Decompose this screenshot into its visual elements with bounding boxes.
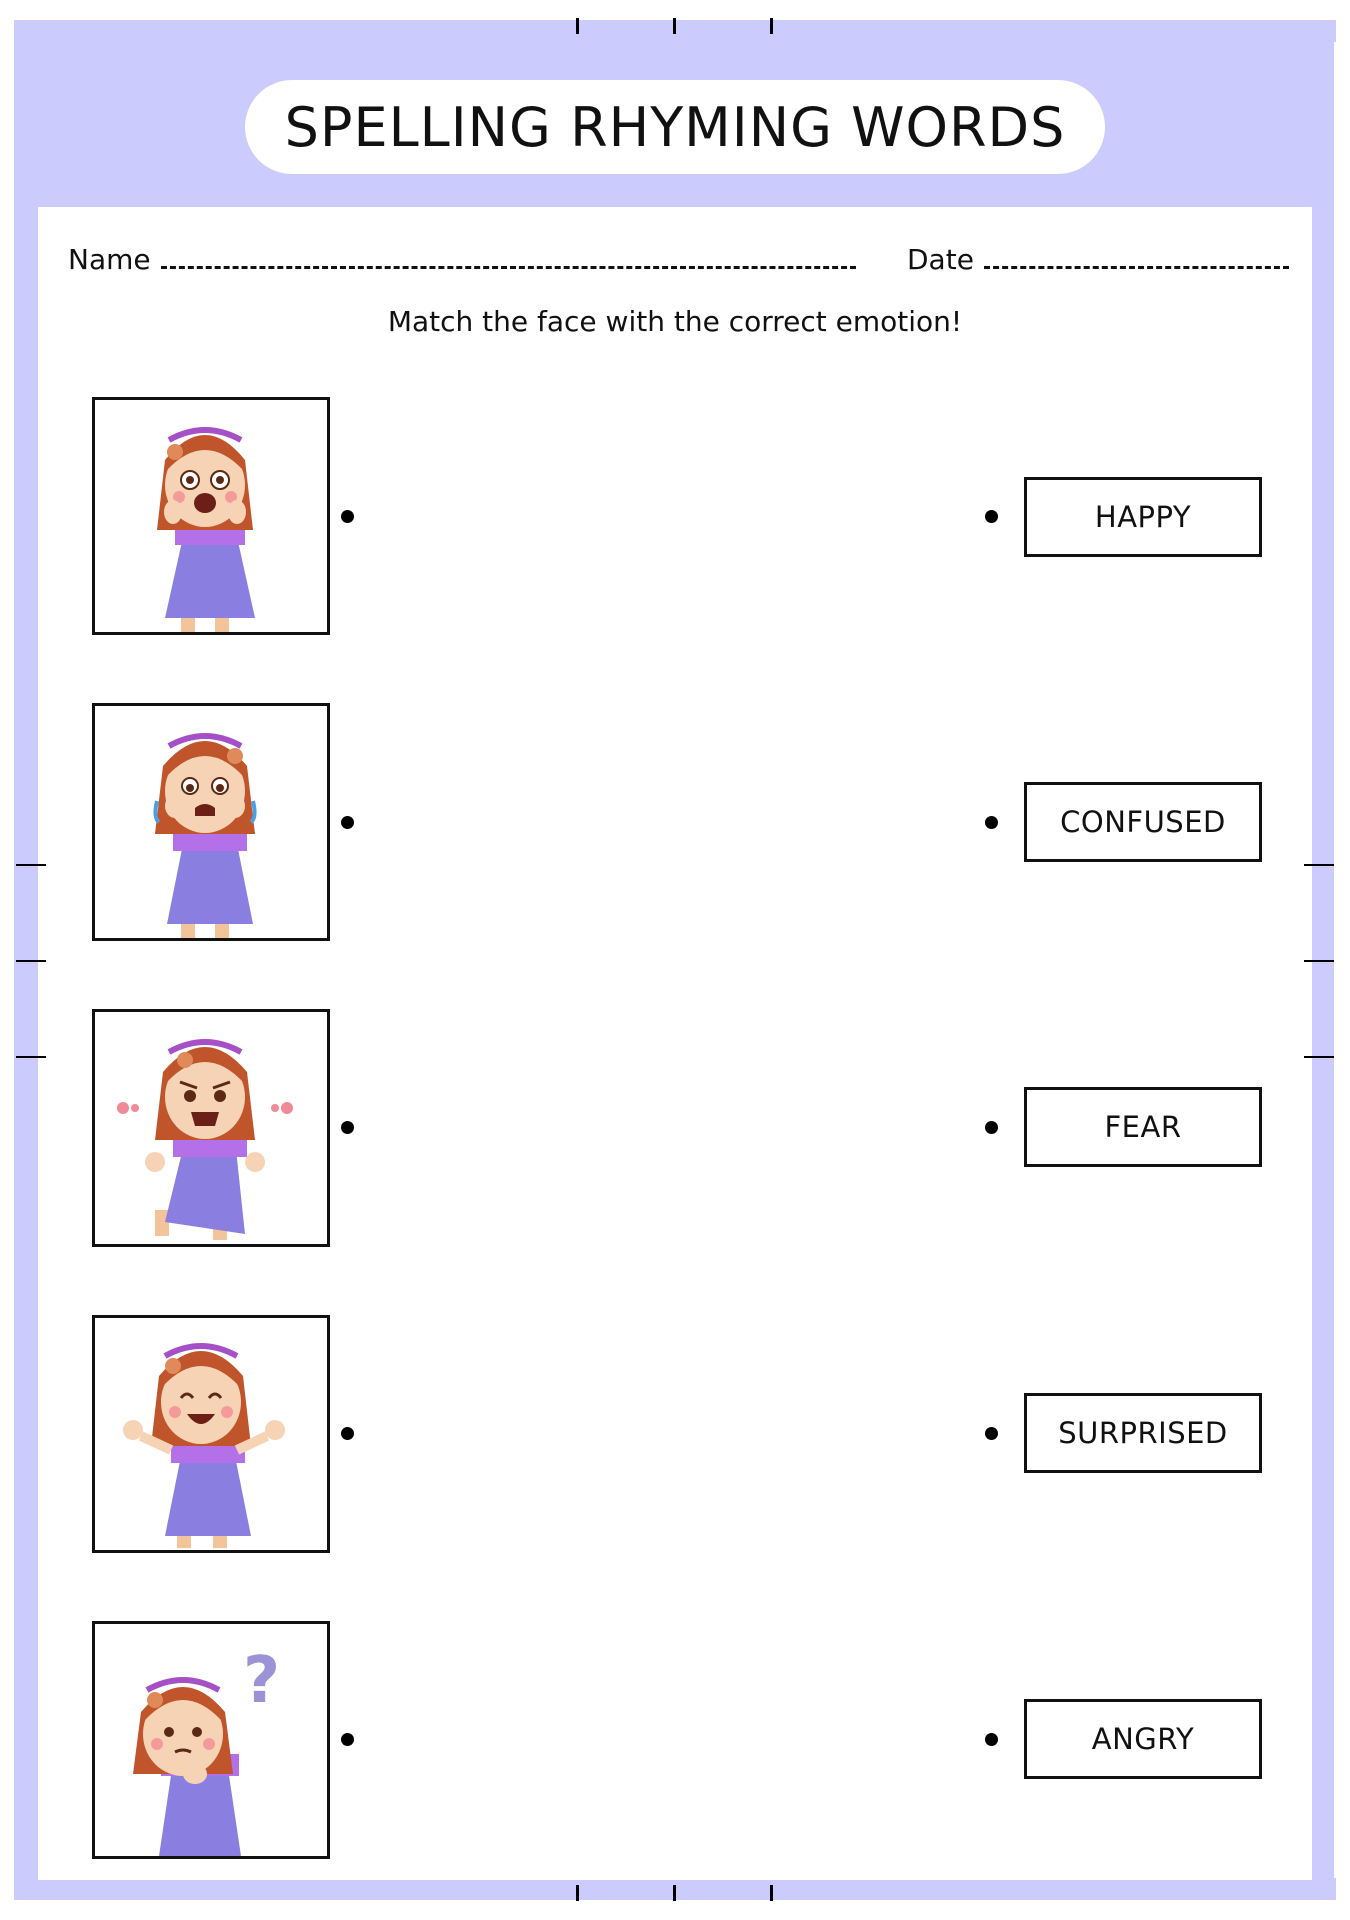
connect-dot-right[interactable] [985,1733,998,1746]
date-line[interactable] [984,246,1289,269]
picture-box [92,1621,330,1859]
frame-corner [14,20,32,42]
emotion-word-box[interactable] [1024,1699,1262,1779]
emotion-word-box[interactable] [1024,1393,1262,1473]
registration-mark [16,960,46,962]
date-label: Date [907,243,974,276]
name-line[interactable] [161,246,856,269]
svg-text:?: ? [243,1644,281,1718]
girl-happy-icon [95,1318,327,1550]
emotion-word: SURPRISED [1058,1416,1228,1450]
registration-mark [576,1885,579,1901]
instruction-text: Match the face with the correct emotion! [387,305,963,338]
registration-mark [1304,960,1334,962]
girl-angry-icon [95,1012,327,1244]
connect-dot-right[interactable] [985,510,998,523]
emotion-word: FEAR [1104,1110,1182,1144]
registration-mark [770,1885,773,1901]
frame-corner [14,1878,32,1900]
registration-mark [576,18,579,34]
frame-corner [1318,20,1336,42]
name-label: Name [68,243,151,276]
connect-dot-left[interactable] [341,1733,354,1746]
emotion-word: CONFUSED [1060,805,1226,839]
registration-mark [770,18,773,34]
connect-dot-left[interactable] [341,1121,354,1134]
frame-corner [1318,1878,1336,1900]
registration-mark [16,864,46,866]
emotion-word-box[interactable] [1024,1087,1262,1167]
girl-surprised-icon [95,400,327,632]
picture-box [92,1009,330,1247]
girl-crying-icon [95,706,327,938]
registration-mark [1304,1056,1334,1058]
date-field[interactable] [907,243,1289,276]
registration-mark [16,1056,46,1058]
picture-box [92,703,330,941]
picture-box [92,1315,330,1553]
connect-dot-left[interactable] [341,1427,354,1440]
registration-mark [1304,864,1334,866]
picture-box [92,397,330,635]
emotion-word-box[interactable] [1024,477,1262,557]
connect-dot-left[interactable] [341,510,354,523]
connect-dot-right[interactable] [985,1121,998,1134]
worksheet-title: SPELLING RHYMING WORDS [245,80,1105,174]
connect-dot-right[interactable] [985,1427,998,1440]
emotion-word-box[interactable] [1024,782,1262,862]
name-field[interactable] [68,243,856,276]
girl-confused-icon [95,1624,327,1856]
registration-mark [673,18,676,34]
connect-dot-left[interactable] [341,816,354,829]
emotion-word: HAPPY [1094,500,1192,534]
connect-dot-right[interactable] [985,816,998,829]
registration-mark [673,1885,676,1901]
emotion-word: ANGRY [1091,1722,1195,1756]
